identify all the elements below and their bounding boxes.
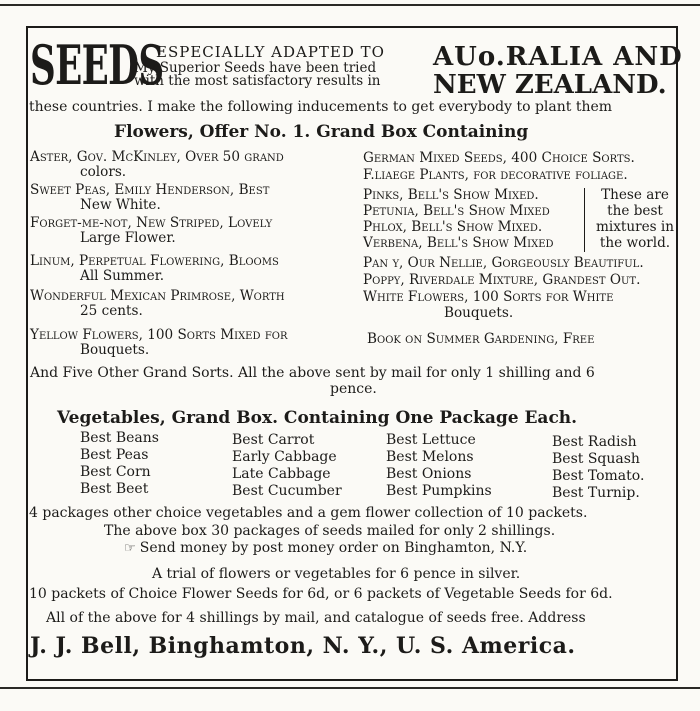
flowers-heading: Flowers, Offer No. 1. Grand Box Containing — [114, 122, 529, 142]
vegetables-heading: Vegetables, Grand Box. Containing One Package Each. — [57, 408, 578, 428]
all-above-line: All of the above for 4 shillings by mail, and catalogue of seeds free. Address — [46, 610, 586, 626]
seeds-heading: SEEDS — [30, 33, 164, 97]
bells-note: the best — [607, 203, 663, 219]
flower-item: Yellow Flowers, 100 Sorts Mixed for — [30, 327, 288, 343]
country-australia: AUo.RALIA AND — [433, 42, 683, 72]
flower-item: German Mixed Seeds, 400 Choice Sorts. — [363, 150, 635, 166]
veg-item: Early Cabbage — [232, 449, 337, 465]
veg-item: Best Turnip. — [552, 485, 640, 501]
flower-item: Wonderful Mexican Primrose, Worth — [30, 288, 285, 304]
veg-item: Best Radish — [552, 434, 637, 450]
flower-item: Aster, Gov. McKinley, Over 50 grand — [30, 149, 284, 165]
country-new-zealand: NEW ZEALAND. — [433, 70, 667, 100]
bells-item: Verbena, Bell's Show Mixed — [363, 235, 554, 251]
especially-adapted-text: ESPECIALLY ADAPTED TO — [156, 43, 385, 61]
book-offer: Book on Summer Gardening, Free — [367, 331, 595, 347]
superior-line-2: with the most satisfactory results in — [134, 73, 381, 89]
money-order-line — [124, 541, 527, 556]
veg-column — [232, 432, 342, 500]
flower-item-cont: colors. — [80, 164, 127, 180]
flower-item: Poppy, Riverdale Mixture, Grandest Out. — [363, 272, 641, 288]
flower-item: White Flowers, 100 Sorts for White — [363, 289, 614, 305]
superior-seeds-text — [134, 62, 380, 88]
flower-item: Linum, Perpetual Flowering, Blooms — [30, 253, 279, 269]
veg-item: Best Tomato. — [552, 468, 645, 484]
flower-item: Pan y, Our Nellie, Gorgeously Beautiful. — [363, 255, 644, 271]
flower-item-cont: New White. — [80, 197, 161, 213]
bottom-rule — [0, 687, 700, 689]
flower-item-cont: Bouquets. — [444, 305, 514, 321]
pointing-hand-icon: ☞ — [124, 541, 140, 556]
and-five-text: And Five Other Grand Sorts. All the above sent by mail for only 1 shilling and 6 — [30, 365, 595, 381]
flower-item: Forget-me-not, New Striped, Lovely — [30, 215, 273, 231]
bells-note: These are — [601, 187, 669, 203]
veg-item: Late Cabbage — [232, 466, 331, 482]
flower-item: F.liaege Plants, for decorative foliage. — [363, 167, 628, 183]
trial-line: A trial of flowers or vegetables for 6 pence in silver. — [152, 566, 521, 582]
bells-item: Pinks, Bell's Show Mixed. — [363, 187, 539, 203]
packets-line: 10 packets of Choice Flower Seeds for 6d, or 6 packets of Vegetable Seeds for 6d. — [29, 586, 613, 602]
and-five-text-cont: pence. — [330, 381, 377, 397]
veg-offer-line: The above box 30 packages of seeds mailed for only 2 shillings. — [104, 523, 556, 539]
veg-item: Best Beet — [80, 481, 149, 497]
bells-item: Petunia, Bell's Show Mixed — [363, 203, 550, 219]
veg-item: Best Beans — [80, 430, 159, 446]
flower-item: Sweet Peas, Emily Henderson, Best — [30, 182, 270, 198]
top-rule — [0, 4, 700, 6]
veg-item: Best Lettuce — [386, 432, 476, 448]
bells-item: Phlox, Bell's Show Mixed. — [363, 219, 543, 235]
veg-item: Best Cucumber — [232, 483, 342, 499]
bells-note: mixtures in — [595, 219, 675, 235]
veg-column — [386, 432, 492, 500]
flower-item-cont: Bouquets. — [80, 342, 150, 358]
flower-item-cont: Large Flower. — [80, 230, 176, 246]
veg-item: Best Carrot — [232, 432, 315, 448]
veg-item: Best Melons — [386, 449, 474, 465]
veg-item: Best Onions — [386, 466, 472, 482]
veg-item: Best Squash — [552, 451, 640, 467]
veg-item: Best Peas — [80, 447, 149, 463]
bells-bracket — [584, 188, 585, 252]
veg-item: Best Pumpkins — [386, 483, 492, 499]
bells-note: the world. — [599, 235, 671, 251]
intro-text: these countries. I make the following inducements to get everybody to plant them — [29, 99, 613, 115]
flower-item-cont: 25 cents. — [80, 303, 143, 319]
veg-item: Best Corn — [80, 464, 151, 480]
veg-column — [80, 430, 159, 498]
veg-column — [552, 434, 644, 502]
address-line: J. J. Bell, Binghamton, N. Y., U. S. America. — [30, 633, 576, 659]
veg-offer-line: 4 packages other choice vegetables and a gem flower collection of 10 packets. — [29, 505, 588, 521]
superior-line-1: My Superior Seeds have been tried — [134, 60, 377, 76]
money-order-text: Send money by post money order on Binghamton, N.Y. — [139, 540, 528, 556]
flower-item-cont: All Summer. — [80, 268, 165, 284]
